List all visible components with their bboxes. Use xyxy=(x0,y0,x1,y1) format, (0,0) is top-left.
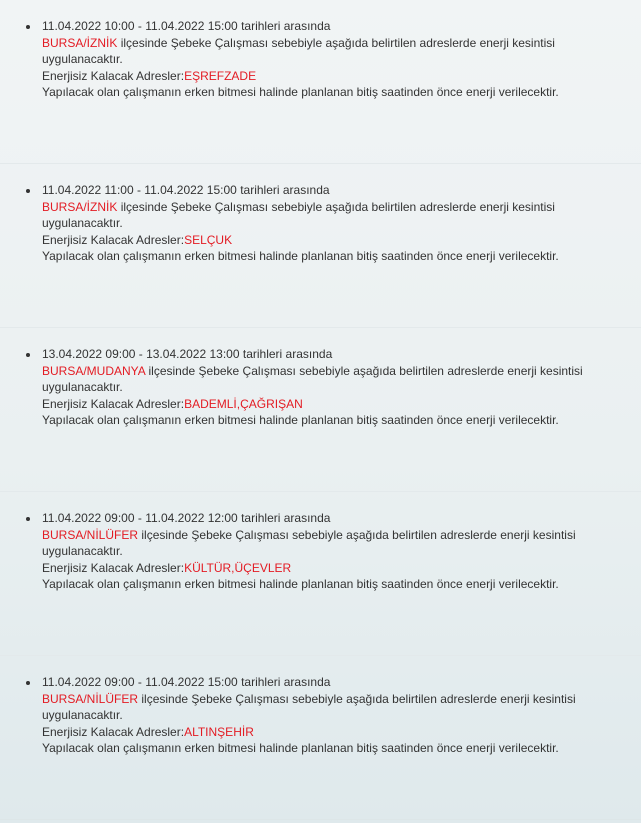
district-line xyxy=(42,527,611,560)
district-name: BURSA/İZNİK xyxy=(42,199,118,214)
district-suffix: ilçesinde Şebeke Çalışması sebebiyle aşağıda belirtilen adreslerde enerji kesintisi uygulanacaktır. xyxy=(42,199,555,230)
district-name: BURSA/İZNİK xyxy=(42,35,118,50)
date-range: 11.04.2022 09:00 - 11.04.2022 12:00 xyxy=(42,511,238,525)
district-suffix: ilçesinde Şebeke Çalışması sebebiyle aşağıda belirtilen adreslerde enerji kesintisi uygulanacaktır. xyxy=(42,35,555,66)
address-line xyxy=(42,232,611,249)
bullet-icon xyxy=(26,517,30,521)
district-name: BURSA/NİLÜFER xyxy=(42,691,139,706)
outage-notice xyxy=(0,164,641,328)
closing-note: Yapılacak olan çalışmanın erken bitmesi halinde planlanan bitiş saatinden önce enerji verilecektir. xyxy=(42,249,559,263)
closing-note: Yapılacak olan çalışmanın erken bitmesi halinde planlanan bitiş saatinden önce enerji verilecektir. xyxy=(42,577,559,591)
address-line xyxy=(42,68,611,85)
bullet-icon xyxy=(26,189,30,193)
district-name: BURSA/MUDANYA xyxy=(42,363,146,378)
date-range-line xyxy=(42,346,611,363)
outage-notice xyxy=(0,492,641,656)
outage-notice xyxy=(0,328,641,492)
date-range-line xyxy=(42,674,611,691)
outage-notice xyxy=(0,656,641,820)
bullet-icon xyxy=(26,681,30,685)
between-label: tarihleri arasında xyxy=(242,347,333,361)
district-name: BURSA/NİLÜFER xyxy=(42,527,139,542)
district-line xyxy=(42,691,611,724)
date-range-line xyxy=(42,510,611,527)
address-names: EŞREFZADE xyxy=(184,68,257,83)
address-prefix: Enerjisiz Kalacak Adresler: xyxy=(42,396,185,411)
date-range-line xyxy=(42,182,611,199)
address-names: ALTINŞEHİR xyxy=(184,724,254,739)
district-line xyxy=(42,363,611,396)
address-line xyxy=(42,724,611,741)
address-line xyxy=(42,396,611,413)
between-label: tarihleri arasında xyxy=(241,511,331,525)
date-range-line xyxy=(42,18,611,35)
district-suffix: ilçesinde Şebeke Çalışması sebebiyle aşağıda belirtilen adreslerde enerji kesintisi uygulanacaktır. xyxy=(42,527,576,558)
address-line xyxy=(42,560,611,577)
address-names: KÜLTÜR,ÜÇEVLER xyxy=(184,560,292,575)
between-label: tarihleri arasında xyxy=(241,19,331,33)
address-prefix: Enerjisiz Kalacak Adresler: xyxy=(42,724,185,739)
date-range: 11.04.2022 10:00 - 11.04.2022 15:00 xyxy=(42,19,238,33)
between-label: tarihleri arasında xyxy=(241,675,331,689)
address-names: SELÇUK xyxy=(184,232,233,247)
address-names: BADEMLİ,ÇAĞRIŞAN xyxy=(184,396,303,411)
district-suffix: ilçesinde Şebeke Çalışması sebebiyle aşağıda belirtilen adreslerde enerji kesintisi uygulanacaktır. xyxy=(42,691,576,722)
outage-notice xyxy=(0,0,641,164)
district-line xyxy=(42,199,611,232)
closing-note: Yapılacak olan çalışmanın erken bitmesi halinde planlanan bitiş saatinden önce enerji verilecektir. xyxy=(42,413,559,427)
date-range: 11.04.2022 09:00 - 11.04.2022 15:00 xyxy=(42,675,238,689)
address-prefix: Enerjisiz Kalacak Adresler: xyxy=(42,560,185,575)
closing-note: Yapılacak olan çalışmanın erken bitmesi halinde planlanan bitiş saatinden önce enerji verilecektir. xyxy=(42,85,559,99)
date-range: 13.04.2022 09:00 - 13.04.2022 13:00 xyxy=(42,347,240,361)
district-line xyxy=(42,35,611,68)
address-prefix: Enerjisiz Kalacak Adresler: xyxy=(42,232,185,247)
between-label: tarihleri arasında xyxy=(240,183,330,197)
district-suffix: ilçesinde Şebeke Çalışması sebebiyle aşağıda belirtilen adreslerde enerji kesintisi uygulanacaktır. xyxy=(42,363,583,394)
date-range: 11.04.2022 11:00 - 11.04.2022 15:00 xyxy=(42,183,237,197)
bullet-icon xyxy=(26,25,30,29)
bullet-icon xyxy=(26,353,30,357)
closing-note: Yapılacak olan çalışmanın erken bitmesi halinde planlanan bitiş saatinden önce enerji verilecektir. xyxy=(42,741,559,755)
address-prefix: Enerjisiz Kalacak Adresler: xyxy=(42,68,185,83)
